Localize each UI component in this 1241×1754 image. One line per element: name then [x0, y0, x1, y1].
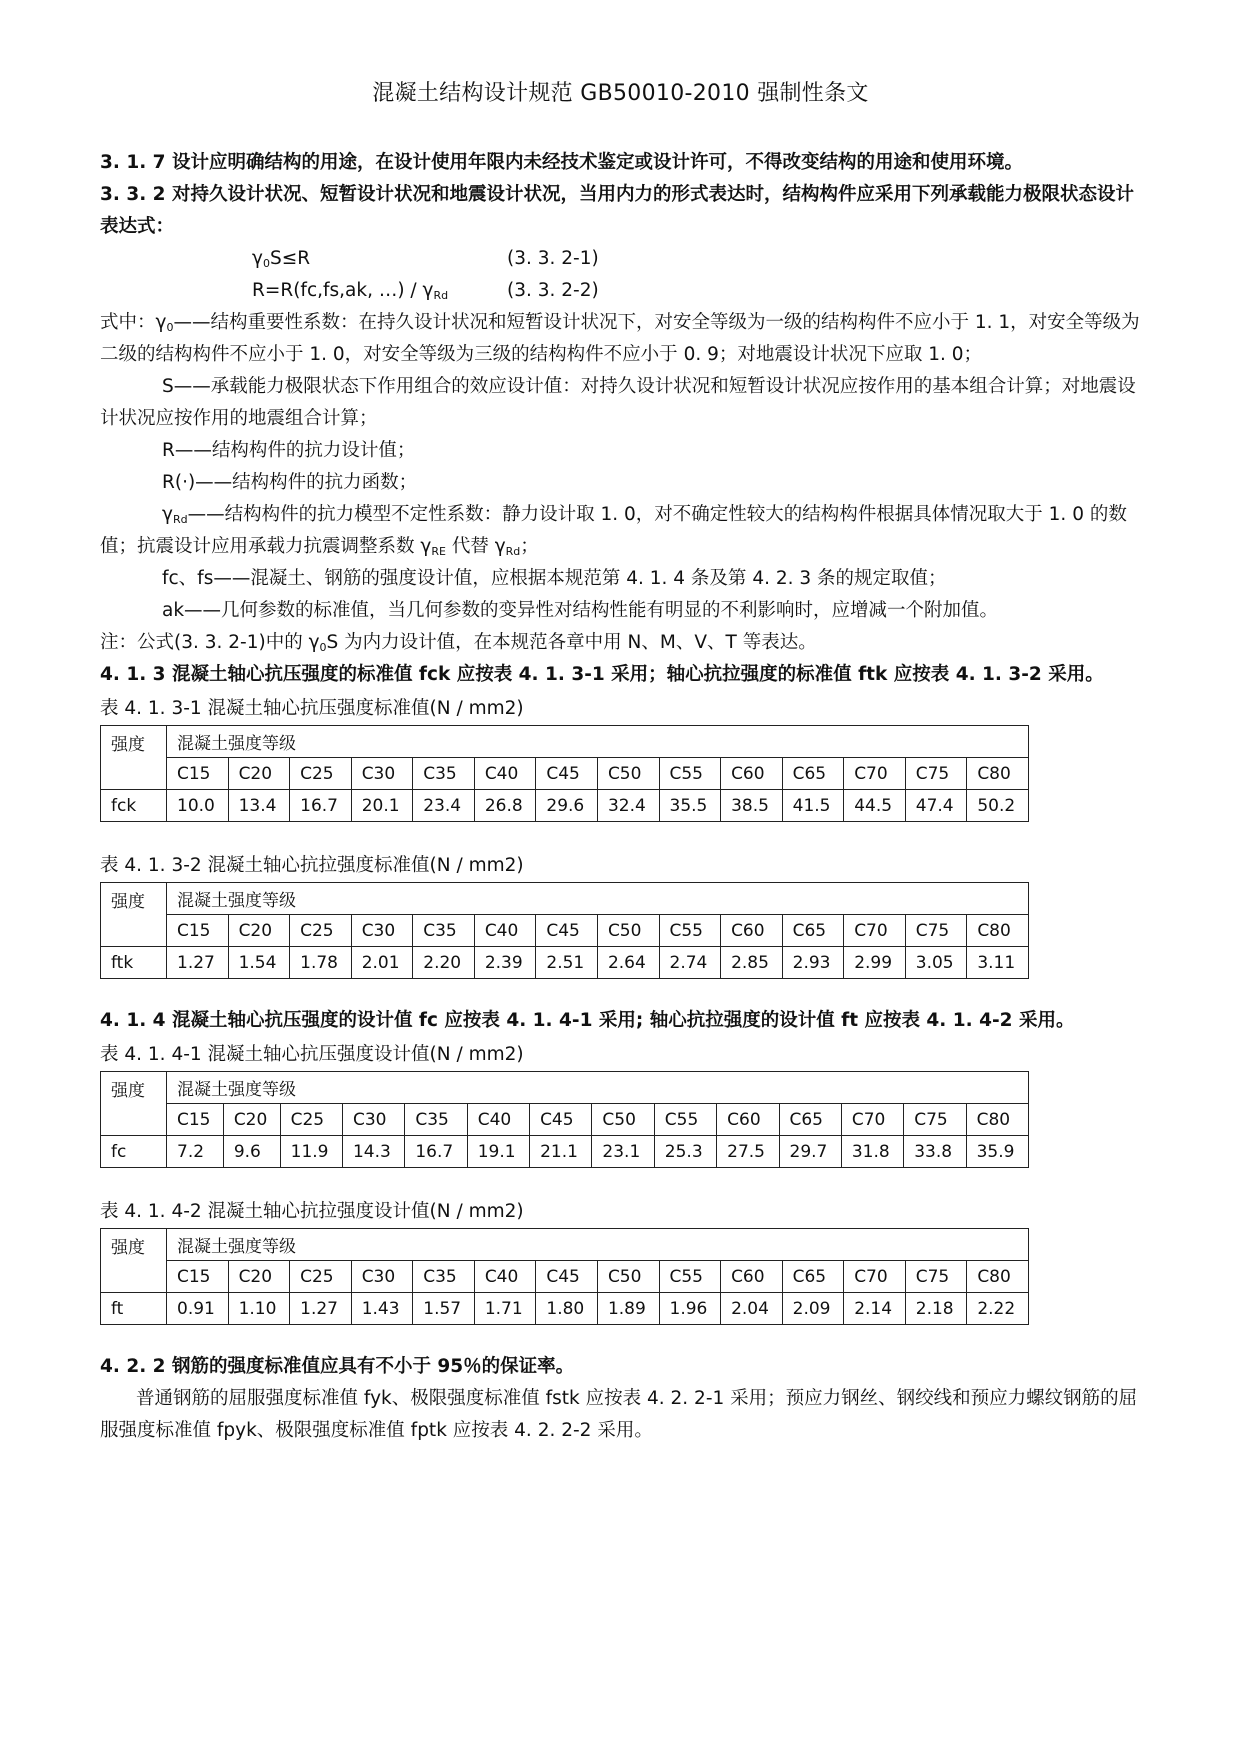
grade-header-cell: C75: [905, 1261, 967, 1293]
clause-4-1-4: 4. 1. 4 混凝土轴心抗压强度的设计值 fc 应按表 4. 1. 4-1 采用; 轴心抗拉强度的设计值 ft 应按表 4. 1. 4-2 采用。: [100, 1010, 1075, 1031]
grade-header-cell: C35: [405, 1104, 467, 1136]
grade-header-cell: C80: [967, 915, 1029, 947]
table-block-4-1-3-2: [100, 850, 1141, 979]
grade-header-cell: C70: [844, 1261, 906, 1293]
grade-header-cell: C75: [904, 1104, 966, 1136]
value-cell: 19.1: [467, 1136, 529, 1168]
value-cell: 9.6: [223, 1136, 280, 1168]
strength-table: [100, 1071, 1029, 1168]
grade-header-cell: C25: [280, 1104, 342, 1136]
grade-header-cell: C55: [659, 758, 721, 790]
grade-header-cell: C80: [967, 758, 1029, 790]
value-cell: 33.8: [904, 1136, 966, 1168]
value-cell: 2.39: [474, 947, 536, 979]
table-header-grade-group: 混凝土强度等级: [167, 1229, 1029, 1261]
value-cell: 2.09: [782, 1293, 844, 1325]
value-cell: 2.99: [844, 947, 906, 979]
grade-header-cell: C65: [779, 1104, 841, 1136]
value-cell: 14.3: [342, 1136, 404, 1168]
table-row: [101, 947, 1029, 979]
table-caption: 表 4. 1. 4-1 混凝土轴心抗压强度设计值(N / mm2): [100, 1044, 524, 1065]
formula-expression: R=R(fc,fs,ak, …) / $\gamma_{Rd}$: [252, 280, 449, 302]
grade-header-cell: C40: [467, 1104, 529, 1136]
table-block-4-1-4-1: [100, 1039, 1141, 1168]
table-header-strength: 强度: [101, 1072, 167, 1136]
table-caption: 表 4. 1. 3-2 混凝土轴心抗拉强度标准值(N / mm2): [100, 855, 524, 876]
grade-header-cell: C75: [905, 915, 967, 947]
table-header-strength: 强度: [101, 726, 167, 790]
value-cell: 31.8: [841, 1136, 903, 1168]
grade-header-cell: C75: [905, 758, 967, 790]
value-cell: 35.9: [966, 1136, 1028, 1168]
value-cell: 2.14: [844, 1293, 906, 1325]
grade-header-cell: C30: [351, 1261, 413, 1293]
formula-expression: $\gamma_0S\le R$: [252, 248, 311, 270]
grade-header-cell: C15: [167, 1104, 224, 1136]
value-cell: 1.78: [290, 947, 352, 979]
value-cell: 1.80: [536, 1293, 598, 1325]
value-cell: 20.1: [351, 790, 413, 822]
grade-header-cell: C60: [717, 1104, 779, 1136]
definition-R-function: R(·)——结构构件的抗力函数；: [162, 472, 418, 493]
document-title: 混凝土结构设计规范 GB50010-2010 强制性条文: [372, 81, 869, 106]
row-label: ft: [101, 1293, 167, 1325]
grade-header-cell: C65: [782, 915, 844, 947]
grade-header-cell: C35: [413, 1261, 475, 1293]
clause-4-2-2-body: 普通钢筋的屈服强度标准值 fyk、极限强度标准值 fstk 应按表 4. 2. 2-1 采用；预应力钢丝、钢绞线和预应力螺纹钢筋的屈服强度标准值 fpyk、极限强度标准值 fptk 应按表 4. 2. 2-2 采用。: [100, 1388, 1138, 1441]
grade-header-cell: C45: [536, 1261, 598, 1293]
definition-S: S——承载能力极限状态下作用组合的效应设计值：对持久设计状况和短暂设计状况应按作用的基本组合计算；对地震设计状况应按作用的地震组合计算；: [100, 376, 1136, 429]
value-cell: 3.11: [967, 947, 1029, 979]
value-cell: 16.7: [290, 790, 352, 822]
value-cell: 2.51: [536, 947, 598, 979]
value-cell: 2.20: [413, 947, 475, 979]
grade-header-cell: C20: [228, 1261, 290, 1293]
note: 注：公式(3. 3. 2-1)中的 $\gamma_0S$ 为内力设计值，在本规范各章中用 N、M、V、T 等表达。: [100, 632, 817, 654]
value-cell: 47.4: [905, 790, 967, 822]
grade-header-cell: C45: [536, 758, 598, 790]
definition-R: R——结构构件的抗力设计值；: [162, 440, 416, 461]
value-cell: 23.4: [413, 790, 475, 822]
grade-header-cell: C65: [782, 1261, 844, 1293]
table-row: [101, 790, 1029, 822]
grade-header-cell: C15: [167, 1261, 229, 1293]
value-cell: 13.4: [228, 790, 290, 822]
grade-header-cell: C15: [167, 915, 229, 947]
value-cell: 1.71: [474, 1293, 536, 1325]
definition-gamma-rd: $\gamma_{Rd}——$结构构件的抗力模型不定性系数：静力设计取 1. 0，对不确定性较大的结构构件根据具体情况取大于 1. 0 的数值；抗震设计应用承载力抗震调整系数 $\gamma_{RE}$ 代替 $\gamma_{Rd}$；: [100, 504, 1127, 558]
strength-table: [100, 1228, 1029, 1325]
definition-fc-fs: fc、fs——混凝土、钢筋的强度设计值，应根据本规范第 4. 1. 4 条及第 4. 2. 3 条的规定取值；: [162, 568, 947, 589]
value-cell: 2.18: [905, 1293, 967, 1325]
value-cell: 41.5: [782, 790, 844, 822]
row-label: fc: [101, 1136, 167, 1168]
grade-header-cell: C50: [592, 1104, 654, 1136]
grade-header-cell: C80: [966, 1104, 1028, 1136]
value-cell: 2.85: [721, 947, 783, 979]
grade-header-cell: C40: [474, 1261, 536, 1293]
table-header-grade-group: 混凝土强度等级: [167, 883, 1029, 915]
value-cell: 21.1: [530, 1136, 592, 1168]
table-row: [101, 1293, 1029, 1325]
grade-header-cell: C60: [721, 1261, 783, 1293]
value-cell: 2.93: [782, 947, 844, 979]
value-cell: 1.57: [413, 1293, 475, 1325]
value-cell: 32.4: [597, 790, 659, 822]
value-cell: 50.2: [967, 790, 1029, 822]
row-label: fck: [101, 790, 167, 822]
value-cell: 2.74: [659, 947, 721, 979]
value-cell: 2.22: [967, 1293, 1029, 1325]
value-cell: 1.43: [351, 1293, 413, 1325]
table-header-strength: 强度: [101, 883, 167, 947]
grade-header-cell: C50: [597, 915, 659, 947]
clause-4-2-2: 4. 2. 2 钢筋的强度标准值应具有不小于 95％的保证率。: [100, 1356, 575, 1377]
value-cell: 11.9: [280, 1136, 342, 1168]
clause-3-1-7: 3. 1. 7 设计应明确结构的用途，在设计使用年限内未经技术鉴定或设计许可，不得改变结构的用途和使用环境。: [100, 152, 1023, 173]
grade-header-cell: C20: [223, 1104, 280, 1136]
grade-header-cell: C65: [782, 758, 844, 790]
value-cell: 7.2: [167, 1136, 224, 1168]
grade-header-cell: C25: [290, 915, 352, 947]
value-cell: 0.91: [167, 1293, 229, 1325]
value-cell: 2.01: [351, 947, 413, 979]
grade-header-cell: C25: [290, 1261, 352, 1293]
value-cell: 29.6: [536, 790, 598, 822]
grade-header-cell: C20: [228, 915, 290, 947]
formula-number: (3. 3. 2-2): [507, 280, 599, 301]
grade-header-cell: C55: [654, 1104, 716, 1136]
value-cell: 1.27: [290, 1293, 352, 1325]
clause-4-1-3: 4. 1. 3 混凝土轴心抗压强度的标准值 fck 应按表 4. 1. 3-1 采用；轴心抗拉强度的标准值 ftk 应按表 4. 1. 3-2 采用。: [100, 664, 1104, 685]
table-block-4-1-3-1: [100, 693, 1141, 822]
value-cell: 23.1: [592, 1136, 654, 1168]
table-header-grade-group: 混凝土强度等级: [167, 726, 1029, 758]
grade-header-cell: C20: [228, 758, 290, 790]
value-cell: 1.96: [659, 1293, 721, 1325]
grade-header-cell: C30: [342, 1104, 404, 1136]
value-cell: 35.5: [659, 790, 721, 822]
grade-header-cell: C50: [597, 758, 659, 790]
value-cell: 25.3: [654, 1136, 716, 1168]
value-cell: 1.54: [228, 947, 290, 979]
formula-3-3-2-1: [100, 243, 1141, 275]
definition-gamma0: 式中：$\gamma_0——$结构重要性系数：在持久设计状况和短暂设计状况下，对安全等级为一级的结构构件不应小于 1. 1，对安全等级为二级的结构构件不应小于 1. 0，对安全等级为三级的结构构件不应小于 0. 9；对地震设计状况下应取 1. 0；: [100, 312, 1140, 365]
row-label: ftk: [101, 947, 167, 979]
grade-header-cell: C55: [659, 1261, 721, 1293]
table-row: [101, 1136, 1029, 1168]
value-cell: 44.5: [844, 790, 906, 822]
grade-header-cell: C35: [413, 758, 475, 790]
grade-header-cell: C55: [659, 915, 721, 947]
value-cell: 10.0: [167, 790, 229, 822]
grade-header-cell: C70: [844, 915, 906, 947]
value-cell: 2.64: [597, 947, 659, 979]
grade-header-cell: C50: [597, 1261, 659, 1293]
value-cell: 1.27: [167, 947, 229, 979]
grade-header-cell: C45: [536, 915, 598, 947]
formula-3-3-2-2: [100, 275, 1141, 307]
grade-header-cell: C60: [721, 915, 783, 947]
table-header-strength: 强度: [101, 1229, 167, 1293]
grade-header-cell: C30: [351, 758, 413, 790]
table-caption: 表 4. 1. 4-2 混凝土轴心抗拉强度设计值(N / mm2): [100, 1201, 524, 1222]
value-cell: 29.7: [779, 1136, 841, 1168]
value-cell: 1.10: [228, 1293, 290, 1325]
grade-header-cell: C15: [167, 758, 229, 790]
grade-header-cell: C70: [844, 758, 906, 790]
table-block-4-1-4-2: [100, 1196, 1141, 1325]
grade-header-cell: C40: [474, 915, 536, 947]
grade-header-cell: C35: [413, 915, 475, 947]
formula-number: (3. 3. 2-1): [507, 248, 599, 269]
table-header-grade-group: 混凝土强度等级: [167, 1072, 1029, 1104]
grade-header-cell: C40: [474, 758, 536, 790]
strength-table: [100, 882, 1029, 979]
grade-header-cell: C60: [721, 758, 783, 790]
value-cell: 2.04: [721, 1293, 783, 1325]
value-cell: 38.5: [721, 790, 783, 822]
table-caption: 表 4. 1. 3-1 混凝土轴心抗压强度标准值(N / mm2): [100, 698, 524, 719]
value-cell: 1.89: [597, 1293, 659, 1325]
grade-header-cell: C45: [530, 1104, 592, 1136]
grade-header-cell: C70: [841, 1104, 903, 1136]
clause-3-3-2: 3. 3. 2 对持久设计状况、短暂设计状况和地震设计状况，当用内力的形式表达时，结构构件应采用下列承载能力极限状态设计表达式：: [100, 184, 1134, 237]
grade-header-cell: C25: [290, 758, 352, 790]
value-cell: 26.8: [474, 790, 536, 822]
grade-header-cell: C30: [351, 915, 413, 947]
value-cell: 27.5: [717, 1136, 779, 1168]
grade-header-cell: C80: [967, 1261, 1029, 1293]
value-cell: 3.05: [905, 947, 967, 979]
strength-table: [100, 725, 1029, 822]
definition-ak: ak——几何参数的标准值，当几何参数的变异性对结构性能有明显的不利影响时，应增减一个附加值。: [162, 600, 999, 621]
value-cell: 16.7: [405, 1136, 467, 1168]
